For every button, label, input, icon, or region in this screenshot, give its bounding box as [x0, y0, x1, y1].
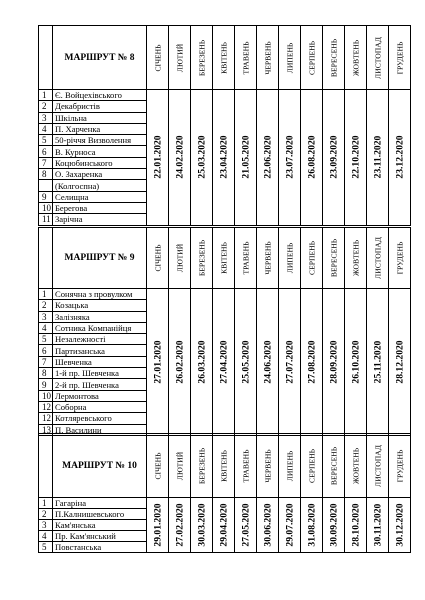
route-header-row	[39, 434, 411, 498]
street-name: Є. Войцехівського	[53, 90, 147, 101]
month-header: ТРАВЕНЬ	[235, 228, 257, 289]
month-header: ЖОВТЕНЬ	[345, 228, 367, 289]
street-number: 11	[39, 214, 53, 225]
route-10-table	[38, 433, 411, 553]
month-header: КВІТЕНЬ	[213, 434, 235, 498]
street-number: 12	[39, 413, 53, 424]
street-name: Повстанська	[53, 542, 147, 553]
street-name: Козацька	[53, 300, 147, 311]
street-name: О. Захаренка	[53, 169, 147, 180]
month-header: ЛИПЕНЬ	[279, 228, 301, 289]
street-name: Пр. Кам'янський	[53, 531, 147, 542]
street-name: П.Калнишевського	[53, 509, 147, 520]
street-number: 2	[39, 101, 53, 112]
month-header: СІЧЕНЬ	[147, 434, 169, 498]
month-header: ЛЮТИЙ	[169, 228, 191, 289]
month-header: КВІТЕНЬ	[213, 26, 235, 90]
month-header: СЕРПЕНЬ	[301, 228, 323, 289]
collection-date: 25.05.2020	[235, 289, 257, 436]
route-8-table	[38, 25, 411, 226]
street-number: 1	[39, 90, 53, 101]
collection-date: 23.09.2020	[323, 90, 345, 226]
street-number: 7	[39, 356, 53, 367]
month-header: ВЕРЕСЕНЬ	[323, 26, 345, 90]
collection-date: 29.01.2020	[147, 498, 169, 553]
street-name: Шкільна	[53, 112, 147, 123]
street-name: Залізняка	[53, 311, 147, 322]
street-number: 4	[39, 531, 53, 542]
collection-date: 30.09.2020	[323, 498, 345, 553]
street-number: 5	[39, 334, 53, 345]
street-number: 8	[39, 169, 53, 180]
street-number: 8	[39, 368, 53, 379]
collection-date: 30.03.2020	[191, 498, 213, 553]
month-header: ТРАВЕНЬ	[235, 26, 257, 90]
month-header: ВЕРЕСЕНЬ	[323, 434, 345, 498]
street-number: 6	[39, 345, 53, 356]
street-name: (Колгоспна)	[53, 180, 147, 191]
collection-date: 24.06.2020	[257, 289, 279, 436]
collection-date: 22.01.2020	[147, 90, 169, 226]
month-header: ГРУДЕНЬ	[389, 26, 411, 90]
month-header: СЕРПЕНЬ	[301, 434, 323, 498]
route-header-row	[39, 26, 411, 90]
street-number: 12	[39, 401, 53, 412]
street-name: Партизанська	[53, 345, 147, 356]
collection-date: 27.02.2020	[169, 498, 191, 553]
street-number: 5	[39, 542, 53, 553]
collection-date: 21.05.2020	[235, 90, 257, 226]
month-header: ГРУДЕНЬ	[389, 228, 411, 289]
month-header: СЕРПЕНЬ	[301, 26, 323, 90]
collection-date: 29.07.2020	[279, 498, 301, 553]
street-name: П. Василини	[53, 424, 147, 435]
street-number: 13	[39, 424, 53, 435]
collection-date: 26.10.2020	[345, 289, 367, 436]
street-row	[39, 498, 411, 509]
street-number: 2	[39, 300, 53, 311]
month-header: ТРАВЕНЬ	[235, 434, 257, 498]
collection-date: 26.03.2020	[191, 289, 213, 436]
street-row	[39, 90, 411, 101]
street-number: 4	[39, 123, 53, 134]
collection-date: 24.02.2020	[169, 90, 191, 226]
collection-date: 29.04.2020	[213, 498, 235, 553]
street-number: 6	[39, 146, 53, 157]
month-header: ЖОВТЕНЬ	[345, 26, 367, 90]
month-header: ГРУДЕНЬ	[389, 434, 411, 498]
collection-date: 27.07.2020	[279, 289, 301, 436]
month-header: ВЕРЕСЕНЬ	[323, 228, 345, 289]
street-name: В. Курноса	[53, 146, 147, 157]
route-9-table	[38, 227, 411, 436]
collection-date: 30.11.2020	[367, 498, 389, 553]
collection-date: 27.08.2020	[301, 289, 323, 436]
collection-date: 23.04.2020	[213, 90, 235, 226]
street-name: Сотника Компанійця	[53, 322, 147, 333]
month-header: ЛИСТОПАД	[367, 26, 389, 90]
street-number: 2	[39, 509, 53, 520]
month-header: ЛИПЕНЬ	[279, 434, 301, 498]
collection-date: 28.09.2020	[323, 289, 345, 436]
street-row	[39, 289, 411, 300]
collection-date: 22.10.2020	[345, 90, 367, 226]
street-number: 3	[39, 311, 53, 322]
month-header: СІЧЕНЬ	[147, 228, 169, 289]
month-header: БЕРЕЗЕНЬ	[191, 434, 213, 498]
month-header: БЕРЕЗЕНЬ	[191, 228, 213, 289]
street-name: Селищна	[53, 191, 147, 202]
street-name: Гагаріна	[53, 498, 147, 509]
street-name: Берегова	[53, 202, 147, 213]
street-name: 1-й пр. Шевченка	[53, 368, 147, 379]
month-header: ЧЕРВЕНЬ	[257, 26, 279, 90]
month-header: ЛИПЕНЬ	[279, 26, 301, 90]
street-name: Коцюбинського	[53, 157, 147, 168]
street-number: 3	[39, 520, 53, 531]
collection-date: 26.08.2020	[301, 90, 323, 226]
street-name: П. Харченка	[53, 123, 147, 134]
street-number: 9	[39, 379, 53, 390]
street-number: 10	[39, 390, 53, 401]
street-number: 7	[39, 157, 53, 168]
month-header: БЕРЕЗЕНЬ	[191, 26, 213, 90]
collection-date: 25.11.2020	[367, 289, 389, 436]
month-header: ЛИСТОПАД	[367, 434, 389, 498]
street-number: 5	[39, 135, 53, 146]
street-number: 10	[39, 202, 53, 213]
month-header: СІЧЕНЬ	[147, 26, 169, 90]
street-name: Зарічна	[53, 214, 147, 225]
month-header: ЧЕРВЕНЬ	[257, 434, 279, 498]
collection-date: 28.10.2020	[345, 498, 367, 553]
collection-date: 25.03.2020	[191, 90, 213, 226]
collection-date: 31.08.2020	[301, 498, 323, 553]
collection-date: 28.12.2020	[389, 289, 411, 436]
street-name: Сонячна з провулком	[53, 289, 147, 300]
collection-date: 26.02.2020	[169, 289, 191, 436]
street-number: 1	[39, 289, 53, 300]
collection-date: 27.04.2020	[213, 289, 235, 436]
street-name: 2-й пр. Шевченка	[53, 379, 147, 390]
street-name: Соборна	[53, 401, 147, 412]
route-title: МАРШРУТ № 9	[53, 228, 147, 289]
month-header: ЛЮТИЙ	[169, 434, 191, 498]
collection-date: 27.01.2020	[147, 289, 169, 436]
street-number	[39, 180, 53, 191]
street-name: Декабристів	[53, 101, 147, 112]
month-header: ЛЮТИЙ	[169, 26, 191, 90]
street-number: 1	[39, 498, 53, 509]
month-header: ЛИСТОПАД	[367, 228, 389, 289]
street-name: 50-річчя Визволення	[53, 135, 147, 146]
street-number: 3	[39, 112, 53, 123]
street-name: Незалежності	[53, 334, 147, 345]
month-header: ЖОВТЕНЬ	[345, 434, 367, 498]
street-number: 9	[39, 191, 53, 202]
street-name: Лермонтова	[53, 390, 147, 401]
street-number: 4	[39, 322, 53, 333]
collection-date: 30.06.2020	[257, 498, 279, 553]
collection-date: 23.07.2020	[279, 90, 301, 226]
collection-date: 23.11.2020	[367, 90, 389, 226]
collection-date: 27.05.2020	[235, 498, 257, 553]
collection-date: 22.06.2020	[257, 90, 279, 226]
collection-date: 23.12.2020	[389, 90, 411, 226]
street-name: Кам'янська	[53, 520, 147, 531]
street-name: Котляревського	[53, 413, 147, 424]
month-header: ЧЕРВЕНЬ	[257, 228, 279, 289]
route-title: МАРШРУТ № 10	[53, 434, 147, 498]
month-header: КВІТЕНЬ	[213, 228, 235, 289]
route-title: МАРШРУТ № 8	[53, 26, 147, 90]
street-name: Шевченка	[53, 356, 147, 367]
collection-date: 30.12.2020	[389, 498, 411, 553]
route-header-row	[39, 228, 411, 289]
